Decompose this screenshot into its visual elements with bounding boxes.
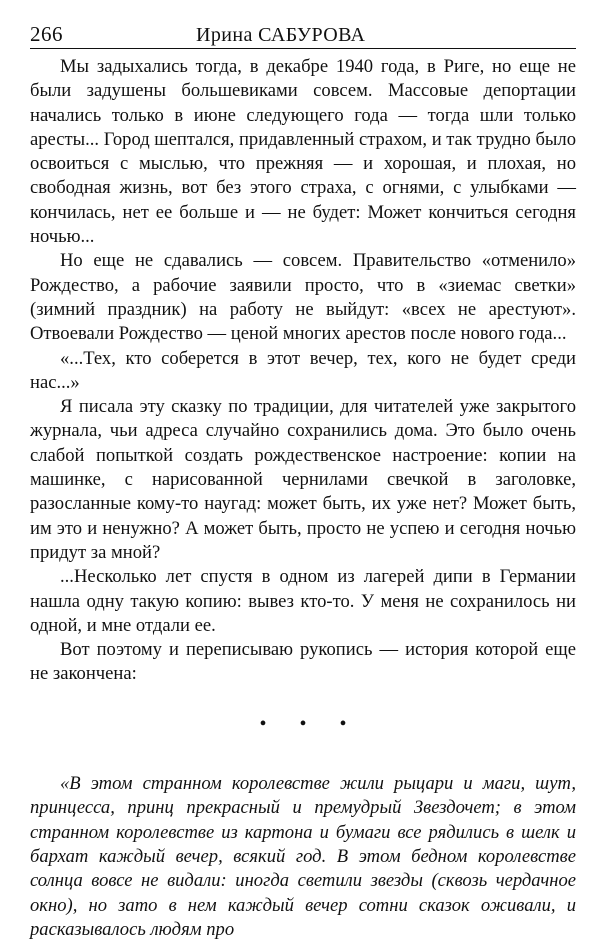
italic-quote: [30, 772, 576, 943]
paragraph-2: Но еще не сдавались — совсем. Правительство «отменило» Рождество, а рабочие заявили просто, что в «зиемас светки» (зимний праздник) на работу не выйдут: «всех не арестуют». Отвоевали Рождество — ценой многих арестов после нового года...: [30, 250, 576, 345]
paragraph-5: ...Несколько лет спустя в одном из лагерей дипи в Германии нашла одну такую копию: вывез кто-то. У меня не сохранилось ни одной, и мне отдали ее.: [30, 566, 576, 636]
paragraph-4: Я писала эту сказку по традиции, для читателей уже закрытого журнала, чьи адреса случайно сохранились дома. Это было очень слабой попыткой создать рождественское настроение: копии на машинке, с нарисованной чернилами свечкой в заголовке, разосланные кому-то наугад: может быть, их уже нет? Может быть, им это и ненужно? А может быть, просто не успею и сегодня ночью придут за мной?: [30, 396, 576, 563]
page-header: [30, 22, 576, 49]
body-text: [30, 55, 576, 687]
paragraph-1: Мы задыхались тогда, в декабре 1940 года, в Риге, но еще не были задушены большевиками совсем. Массовые депортации начались только в июне следующего года — тогда шли только аресты... Город шептался, придавленный страхом, и так трудно было освоиться с мыслью, что прежняя — и хорошая, и плохая, но свободная жизнь, вот без этого страха, с огнями, с улыбками — кончилась, нет ее больше и — не будет: Может кончиться сегодня ночью...: [30, 56, 576, 248]
paragraph-6: Вот поэтому и переписываю рукопись — история которой еще не закончена:: [30, 639, 576, 685]
section-separator: • • •: [259, 712, 361, 735]
italic-paragraph: «В этом странном королевстве жили рыцари и маги, шут, принцесса, принц прекрасный и премудрый Звездочет; в этом странном королевстве из картона и бумаги все рядились в шелк и бархат каждый вечер, всякий год. В этом бедном королевстве солнца вовсе не видали: иногда светили звезды (сквозь чердачное окно), но зато в нем каждый вечер сотни сказок оживали, и расказывалось людям про: [30, 772, 576, 941]
book-page: [30, 22, 576, 943]
paragraph-3: «...Тех, кто соберется в этот вечер, тех, кого не будет среди нас...»: [30, 347, 576, 393]
running-head: Ирина САБУРОВА: [196, 24, 366, 46]
page-number: 266: [30, 22, 63, 46]
